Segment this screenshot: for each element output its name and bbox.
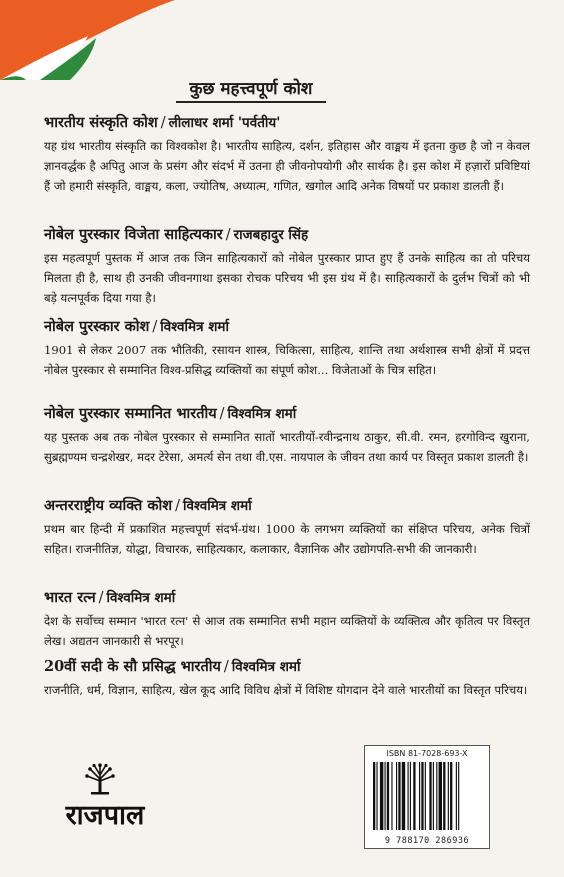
book-title: नोबेल पुरस्कार कोश bbox=[44, 318, 150, 335]
book-title-line bbox=[44, 495, 530, 515]
title-separator: / bbox=[98, 590, 104, 606]
book-title: नोबेल पुरस्कार सम्मानित भारतीय bbox=[44, 405, 217, 422]
book-title-line bbox=[44, 316, 530, 336]
book-entry-4 bbox=[44, 403, 530, 467]
book-author: विश्वमित्र शर्मा bbox=[231, 659, 301, 675]
book-entry-1 bbox=[44, 112, 530, 196]
barcode-bars bbox=[373, 762, 481, 830]
book-title: अन्तरराष्ट्रीय व्यक्ति कोश bbox=[44, 497, 173, 514]
publisher-logo-text: राजपाल bbox=[65, 800, 145, 831]
title-separator: / bbox=[152, 319, 158, 335]
title-separator: / bbox=[175, 498, 180, 514]
book-title-line bbox=[44, 656, 530, 676]
book-title-line bbox=[44, 112, 530, 132]
book-author: लीलाधर शर्मा 'पर्वतीय' bbox=[168, 115, 281, 131]
book-author: विश्वमित्र शर्मा bbox=[182, 498, 252, 514]
title-separator: / bbox=[223, 659, 229, 675]
book-entry-5 bbox=[44, 495, 530, 559]
book-description: 1901 से लेकर 2007 तक भौतिकी, रसायन शास्त्र, चिकित्सा, साहित्य, शान्ति तथा अर्थशास्त्र सभी क्षेत्रों में प्रदत्त नोबेल पुरस्कार से सम्मानित विश्व-प्रसिद्ध व्यक्तियों का संपूर्ण कोश... विजेताओं के चित्र सहित। bbox=[44, 343, 530, 377]
book-description: यह पुस्तक अब तक नोबेल पुरस्कार से सम्मानित सातों भारतीयों-रवीन्द्रनाथ ठाकुर, सी.वी. रमन, हरगोविन्द खुराना, सुब्रह्मण्यम चन्द्रशेखर, मदर टेरेसा, अमर्त्य सेन तथा वी.एस. नायपाल के जीवन तथा कार्य पर विस्तृत प्रकाश डालती है। bbox=[44, 430, 530, 464]
book-description: राजनीति, धर्म, विज्ञान, साहित्य, खेल कूद आदि विविध क्षेत्रों में विशिष्ट योगदान देने वाले भारतीयों का विस्तृत परिचय। bbox=[44, 683, 528, 697]
title-separator: / bbox=[219, 406, 225, 422]
book-description: देश के सर्वोच्च सम्मान 'भारत रत्न' से आज तक सम्मानित सभी महान व्यक्तियों के व्यक्तित्व और कृतित्व पर विस्तृत लेख। अद्यतन जानकारी से भरपूर। bbox=[44, 614, 530, 648]
ean-number: 9 788170 286936 bbox=[384, 836, 470, 846]
book-author: विश्वमित्र शर्मा bbox=[227, 406, 297, 422]
book-title-line bbox=[44, 224, 530, 244]
book-title: भारतीय संस्कृति कोश bbox=[44, 114, 158, 131]
book-description: प्रथम बार हिन्दी में प्रकाशित महत्त्वपूर्ण संदर्भ-ग्रंथ। 1000 के लगभग व्यक्तियों का संक्षिप्त परिचय, अनेक चित्रों सहित। राजनीतिज्ञ, योद्धा, विचारक, साहित्यकार, कलाकार, वैज्ञानिक और उद्योगपति-सभी की जानकारी। bbox=[44, 522, 530, 556]
book-title: 20वीं सदी के सौ प्रसिद्ध भारतीय bbox=[44, 658, 221, 675]
tricolor-corner-decoration bbox=[0, 0, 175, 80]
book-description: यह ग्रंथ भारतीय संस्कृति का विश्वकोश है। भारतीय साहित्य, दर्शन, इतिहास और वाङ्मय में इतना कुछ है जो न केवल ज्ञानवर्द्धक है अपितु आज के प्रसंग और संदर्भ में उतना ही जीवनोपयोगी और सार्थक है। इस कोश में हज़ारों प्रविष्टियां हैं जो हमारी संस्कृति, वाङ्मय, कला, ज्योतिष, अध्यात्म, गणित, खगोल आदि अनेक विषयों पर प्रकाश डालती हैं। bbox=[44, 139, 530, 193]
book-title: भारत रत्न bbox=[44, 589, 96, 606]
book-entry-2 bbox=[44, 224, 530, 308]
book-author: राजबहादुर सिंह bbox=[233, 227, 309, 243]
book-author: विश्वमित्र शर्मा bbox=[160, 319, 229, 335]
title-separator: / bbox=[160, 115, 166, 131]
book-title-line bbox=[44, 403, 530, 423]
book-entry-3 bbox=[44, 316, 530, 380]
book-entry-6 bbox=[44, 587, 530, 651]
book-description: इस महत्वपूर्ण पुस्तक में आज तक जिन साहित्यकारों को नोबेल पुरस्कार प्राप्त हुए हैं उनके साहित्य का तो परिचय मिलता ही है, साथ ही उनकी जीवनगाथा इसका रोचक परिचय भी इस ग्रंथ में है। साहित्यकारों के दुर्लभ चित्रों को भी बड़े यत्नपूर्वक दिया गया है। bbox=[44, 251, 530, 305]
book-entry-7 bbox=[44, 656, 530, 700]
isbn-label: ISBN 81-7028-693-X bbox=[386, 749, 468, 758]
book-title: नोबेल पुरस्कार विजेता साहित्यकार bbox=[44, 226, 223, 243]
publisher-tree-logo-icon bbox=[83, 763, 117, 797]
barcode-box bbox=[364, 745, 490, 849]
section-heading: कुछ महत्त्वपूर्ण कोश bbox=[176, 76, 326, 103]
title-separator: / bbox=[225, 227, 231, 243]
book-author: विश्वमित्र शर्मा bbox=[106, 590, 176, 606]
book-title-line bbox=[44, 587, 530, 607]
